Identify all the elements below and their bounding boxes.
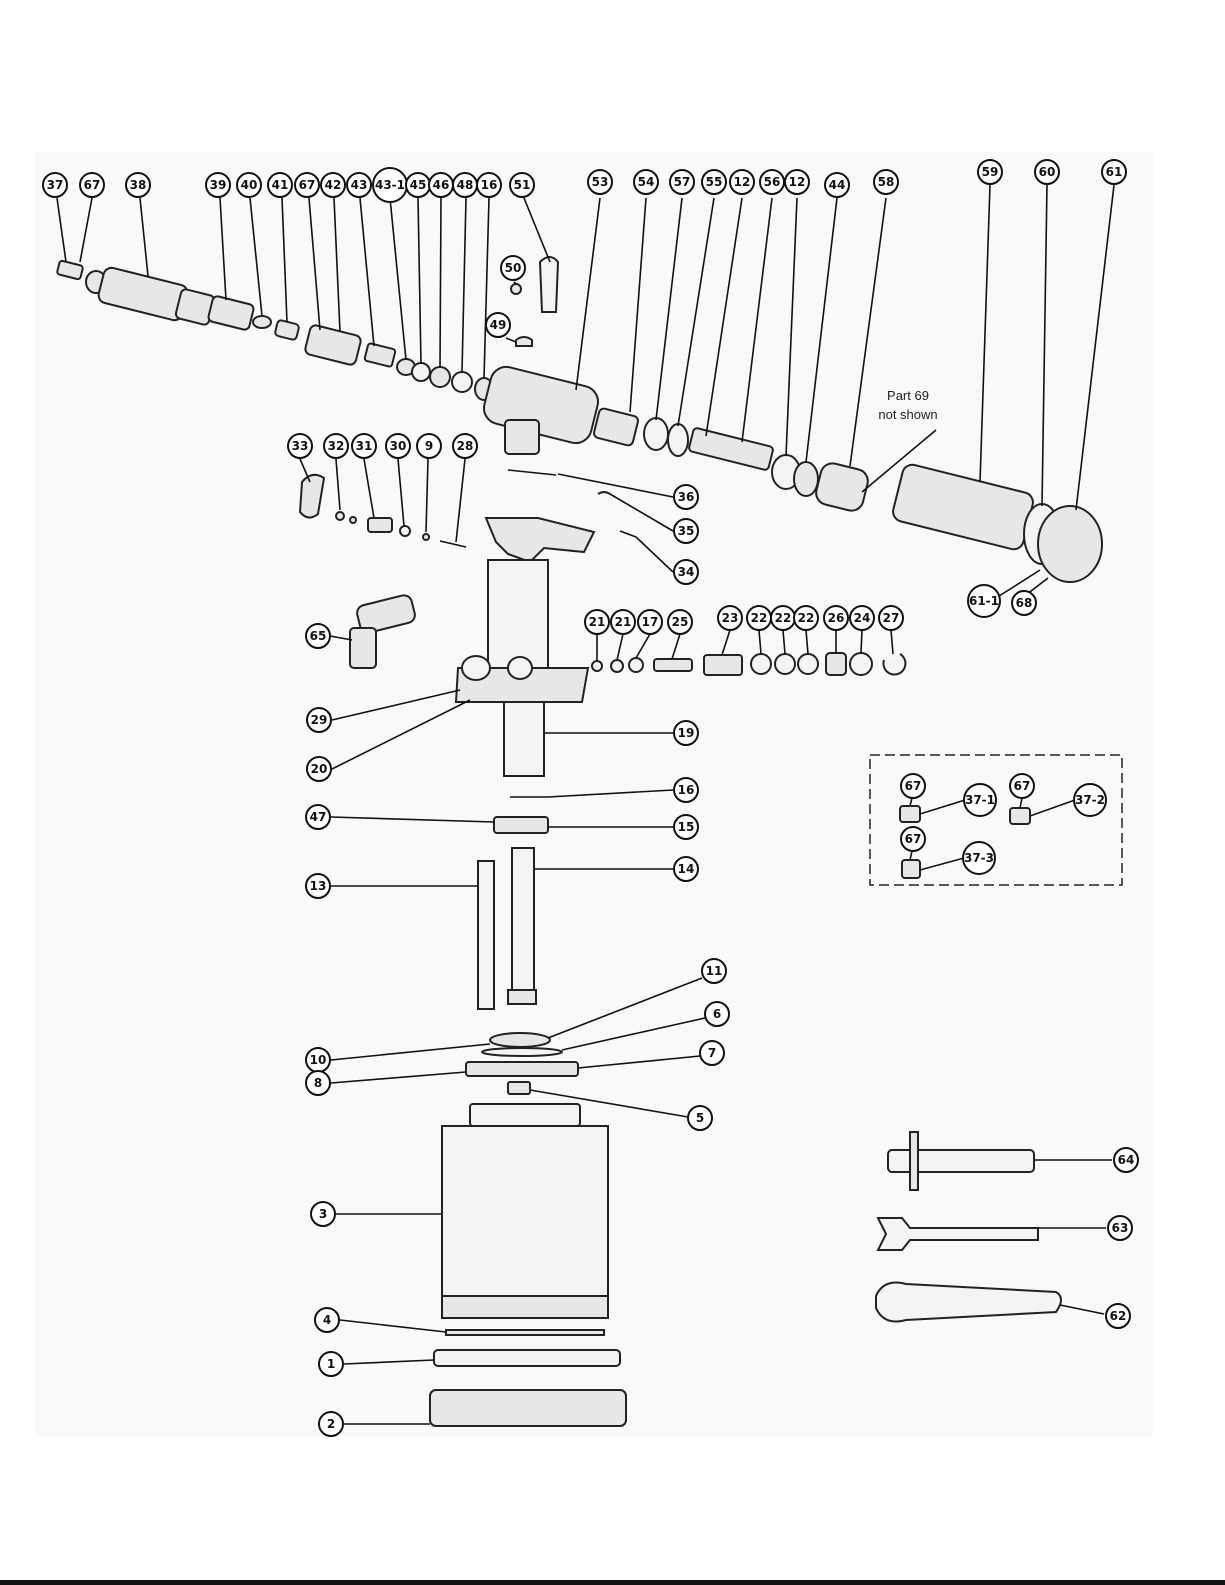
svg-text:43: 43	[350, 178, 368, 192]
callout-2	[319, 1412, 343, 1436]
bearing-44-part	[794, 462, 818, 496]
oring-22b-part	[775, 654, 795, 674]
ring-21a-part	[592, 661, 602, 671]
snap-ring-27-part	[883, 654, 905, 674]
svg-text:67: 67	[1013, 779, 1031, 793]
callout-16	[477, 173, 501, 197]
piston-part	[593, 408, 639, 447]
clip-35-part	[598, 492, 610, 494]
svg-text:21: 21	[588, 615, 606, 629]
svg-text:5: 5	[695, 1111, 705, 1125]
svg-text:35: 35	[677, 524, 695, 538]
callout-4	[315, 1308, 339, 1332]
pin-34-part	[620, 531, 636, 537]
oring-22c-part	[798, 654, 818, 674]
kit-callout-67a	[901, 774, 925, 798]
svg-text:16: 16	[480, 178, 498, 192]
trigger-33-part	[300, 475, 324, 518]
svg-text:37-1: 37-1	[964, 793, 996, 807]
note-line-1: Part 69	[887, 388, 929, 403]
note-line-2: not shown	[878, 407, 938, 422]
svg-text:45: 45	[409, 178, 427, 192]
callout-5	[688, 1106, 712, 1130]
callout-29	[307, 708, 331, 732]
spring-part	[364, 343, 396, 367]
end-cap-61-part	[1038, 506, 1102, 582]
shim-6-part	[482, 1048, 562, 1056]
jaws-part	[253, 316, 271, 328]
callout-21	[585, 610, 609, 634]
svg-text:2: 2	[326, 1417, 336, 1431]
svg-text:44: 44	[828, 178, 846, 192]
svg-text:38: 38	[129, 178, 147, 192]
callout-14	[674, 857, 698, 881]
swivel-fitting-assembly	[350, 594, 417, 668]
ring-21b-part	[611, 660, 623, 672]
lower-assembly	[430, 797, 626, 1426]
svg-text:67: 67	[904, 832, 922, 846]
kit-callout-37-1	[964, 784, 996, 816]
ring-48-part	[452, 372, 472, 392]
svg-text:63: 63	[1111, 1221, 1129, 1235]
svg-text:46: 46	[432, 178, 450, 192]
svg-text:41: 41	[271, 178, 289, 192]
callout-68	[1012, 591, 1036, 615]
svg-text:62: 62	[1109, 1309, 1127, 1323]
callout-53	[588, 170, 612, 194]
wrench-62-part	[876, 1283, 1061, 1322]
callout-41	[268, 173, 292, 197]
cylinder-head-part	[481, 364, 602, 447]
callout-6	[705, 1002, 729, 1026]
svg-text:36: 36	[677, 490, 695, 504]
svg-text:9: 9	[424, 439, 434, 453]
callout-42	[321, 173, 345, 197]
callout-48	[453, 173, 477, 197]
tools	[876, 1132, 1061, 1322]
pin-28-part	[440, 541, 466, 547]
callout-28	[453, 434, 477, 458]
callout-10	[306, 1048, 330, 1072]
svg-text:14: 14	[677, 862, 695, 876]
base-cap-2-part	[430, 1390, 626, 1426]
kit-nosepiece-2-part	[1010, 808, 1030, 824]
callout-7	[700, 1041, 724, 1065]
swivel-stem-part	[350, 628, 376, 668]
callout-46	[429, 173, 453, 197]
callout-35	[674, 519, 698, 543]
svg-text:34: 34	[677, 565, 695, 579]
callout-51	[510, 173, 534, 197]
svg-text:7: 7	[707, 1046, 717, 1060]
head-top-part	[470, 1104, 580, 1126]
svg-text:32: 32	[327, 439, 345, 453]
gasket-4-part	[446, 1330, 604, 1335]
callout-67b	[295, 173, 319, 197]
rod-14-base-part	[508, 990, 536, 1004]
kit-callout-37-3	[963, 842, 995, 874]
callout-43-1	[373, 168, 407, 202]
svg-text:24: 24	[853, 611, 871, 625]
jaw-case-part	[274, 320, 299, 341]
svg-text:21: 21	[614, 615, 632, 629]
jaw-pusher-part	[207, 295, 254, 330]
callout-13	[306, 874, 330, 898]
nose-assembly	[57, 260, 493, 400]
seal-57-part	[644, 418, 668, 450]
svg-text:6: 6	[712, 1007, 722, 1021]
callout-26	[824, 606, 848, 630]
svg-text:49: 49	[489, 318, 507, 332]
kit-callout-67b	[1010, 774, 1034, 798]
kit-nosepiece-3-part	[902, 860, 920, 878]
callout-31	[352, 434, 376, 458]
callout-19	[674, 721, 698, 745]
svg-text:37-2: 37-2	[1074, 793, 1106, 807]
svg-text:51: 51	[513, 178, 531, 192]
reservoir-3-part	[442, 1126, 608, 1296]
callout-37	[43, 173, 67, 197]
callout-34	[674, 560, 698, 584]
callout-54	[634, 170, 658, 194]
svg-text:11: 11	[705, 964, 723, 978]
callout-64	[1114, 1148, 1138, 1172]
callout-32	[324, 434, 348, 458]
svg-text:17: 17	[641, 615, 659, 629]
svg-text:37-3: 37-3	[963, 851, 995, 865]
svg-text:54: 54	[637, 175, 655, 189]
callout-40	[237, 173, 261, 197]
callout-57	[670, 170, 694, 194]
callout-30	[386, 434, 410, 458]
svg-text:60: 60	[1038, 165, 1056, 179]
valve-port-b-part	[508, 657, 532, 679]
callout-20	[307, 757, 331, 781]
callout-62	[1106, 1304, 1130, 1328]
bushing-26-part	[826, 653, 846, 675]
callout-58	[874, 170, 898, 194]
svg-text:57: 57	[673, 175, 691, 189]
callout-33	[288, 434, 312, 458]
svg-text:55: 55	[705, 175, 723, 189]
svg-text:26: 26	[827, 611, 845, 625]
callout-44	[825, 173, 849, 197]
svg-text:19: 19	[677, 726, 695, 740]
svg-text:40: 40	[240, 178, 258, 192]
air-cylinder-59-part	[891, 463, 1035, 552]
svg-text:28: 28	[456, 439, 474, 453]
valve-kit-row	[592, 653, 905, 675]
pin-9-part	[423, 534, 429, 540]
svg-text:3: 3	[318, 1207, 328, 1221]
callout-27	[879, 606, 903, 630]
pin-50-part	[511, 284, 521, 294]
pin-36-part	[508, 470, 556, 475]
svg-text:22: 22	[797, 611, 815, 625]
svg-text:67: 67	[904, 779, 922, 793]
callout-50	[501, 256, 525, 280]
callout-21b	[611, 610, 635, 634]
syringe-flange-part	[910, 1132, 918, 1190]
cylinder-port-part	[505, 420, 539, 454]
tube-19-part	[504, 702, 544, 776]
callout-65	[306, 624, 330, 648]
svg-text:65: 65	[309, 629, 327, 643]
ring-45-part	[412, 363, 430, 381]
callout-59	[978, 160, 1002, 184]
kit-callout-67c	[901, 827, 925, 851]
svg-text:8: 8	[313, 1076, 323, 1090]
svg-text:68: 68	[1015, 596, 1033, 610]
svg-text:56: 56	[763, 175, 781, 189]
callout-16b	[674, 778, 698, 802]
svg-text:16: 16	[677, 783, 695, 797]
callout-60	[1035, 160, 1059, 184]
svg-text:30: 30	[389, 439, 407, 453]
frame-head-part	[304, 324, 362, 366]
callout-1	[319, 1352, 343, 1376]
callout-55	[702, 170, 726, 194]
washer-46-part	[430, 367, 450, 387]
callout-38	[126, 173, 150, 197]
callout-22	[747, 606, 771, 630]
callout-9	[417, 434, 441, 458]
svg-text:53: 53	[591, 175, 609, 189]
callout-17	[638, 610, 662, 634]
callout-11	[702, 959, 726, 983]
svg-text:67: 67	[83, 178, 101, 192]
svg-text:12: 12	[788, 175, 806, 189]
svg-text:67: 67	[298, 178, 316, 192]
callout-47	[306, 805, 330, 829]
callout-45	[406, 173, 430, 197]
ring-17-part	[629, 658, 643, 672]
valve-port-part	[462, 656, 490, 680]
block-15-part	[494, 817, 548, 833]
callout-43	[347, 173, 371, 197]
svg-text:20: 20	[310, 762, 328, 776]
spool-23-part	[704, 655, 742, 675]
svg-text:64: 64	[1117, 1153, 1135, 1167]
valve-stem-25-part	[654, 659, 692, 671]
svg-text:43-1: 43-1	[374, 178, 406, 192]
callout-61	[1102, 160, 1126, 184]
callout-67	[80, 173, 104, 197]
washer-30-part	[400, 526, 410, 536]
callout-25	[668, 610, 692, 634]
callout-24	[850, 606, 874, 630]
rod-13-part	[478, 861, 494, 1009]
svg-text:31: 31	[355, 439, 373, 453]
bottom-rule	[0, 1580, 1225, 1585]
ball-32-part	[336, 512, 344, 520]
svg-text:61: 61	[1105, 165, 1123, 179]
svg-text:61-1: 61-1	[968, 594, 1000, 608]
seal-55-part	[668, 424, 688, 456]
valve-5-part	[508, 1082, 530, 1094]
svg-text:47: 47	[309, 810, 327, 824]
callout-63	[1108, 1216, 1132, 1240]
handle-top-part	[486, 518, 594, 562]
svg-text:4: 4	[322, 1313, 332, 1327]
callout-22b	[771, 606, 795, 630]
callout-36	[674, 485, 698, 509]
plug-49-part	[516, 337, 532, 346]
callout-49	[486, 313, 510, 337]
svg-text:59: 59	[981, 165, 999, 179]
oring-22a-part	[751, 654, 771, 674]
callout-22c	[794, 606, 818, 630]
reservoir-base-part	[442, 1296, 608, 1318]
spring-56-part	[688, 427, 773, 470]
ring-24-part	[850, 653, 872, 675]
svg-text:22: 22	[774, 611, 792, 625]
svg-text:48: 48	[456, 178, 474, 192]
callout-39	[206, 173, 230, 197]
plate-1-part	[434, 1350, 620, 1366]
svg-text:50: 50	[504, 261, 522, 275]
svg-text:10: 10	[309, 1053, 327, 1067]
svg-text:37: 37	[46, 178, 64, 192]
callout-23	[718, 606, 742, 630]
callout-12	[730, 170, 754, 194]
svg-text:33: 33	[291, 439, 309, 453]
svg-text:22: 22	[750, 611, 768, 625]
rod-14-part	[512, 848, 534, 990]
end-cap-58-part	[814, 461, 871, 513]
svg-text:29: 29	[310, 713, 328, 727]
kit-nosepiece-1-part	[900, 806, 920, 822]
svg-text:25: 25	[671, 615, 689, 629]
nosepiece-part	[57, 260, 84, 279]
callout-61-1	[968, 585, 1000, 617]
bracket-51-part	[540, 257, 558, 312]
callout-8	[306, 1071, 330, 1095]
callout-15	[674, 815, 698, 839]
svg-text:1: 1	[326, 1357, 336, 1371]
svg-text:42: 42	[324, 178, 342, 192]
handle-assembly	[300, 475, 594, 776]
svg-text:23: 23	[721, 611, 739, 625]
svg-text:58: 58	[877, 175, 895, 189]
plate-7-part	[466, 1062, 578, 1076]
svg-text:15: 15	[677, 820, 695, 834]
callout-12b	[785, 170, 809, 194]
wrench-63-part	[878, 1218, 1038, 1250]
screw-31-part	[368, 518, 392, 532]
handle-grip-part	[488, 560, 548, 670]
svg-text:13: 13	[309, 879, 327, 893]
svg-text:12: 12	[733, 175, 751, 189]
callout-3	[311, 1202, 335, 1226]
svg-text:39: 39	[209, 178, 227, 192]
ball-32b-part	[350, 517, 356, 523]
kit-callout-37-2	[1074, 784, 1106, 816]
callout-56	[760, 170, 784, 194]
disc-11-part	[490, 1033, 550, 1047]
svg-text:27: 27	[882, 611, 900, 625]
